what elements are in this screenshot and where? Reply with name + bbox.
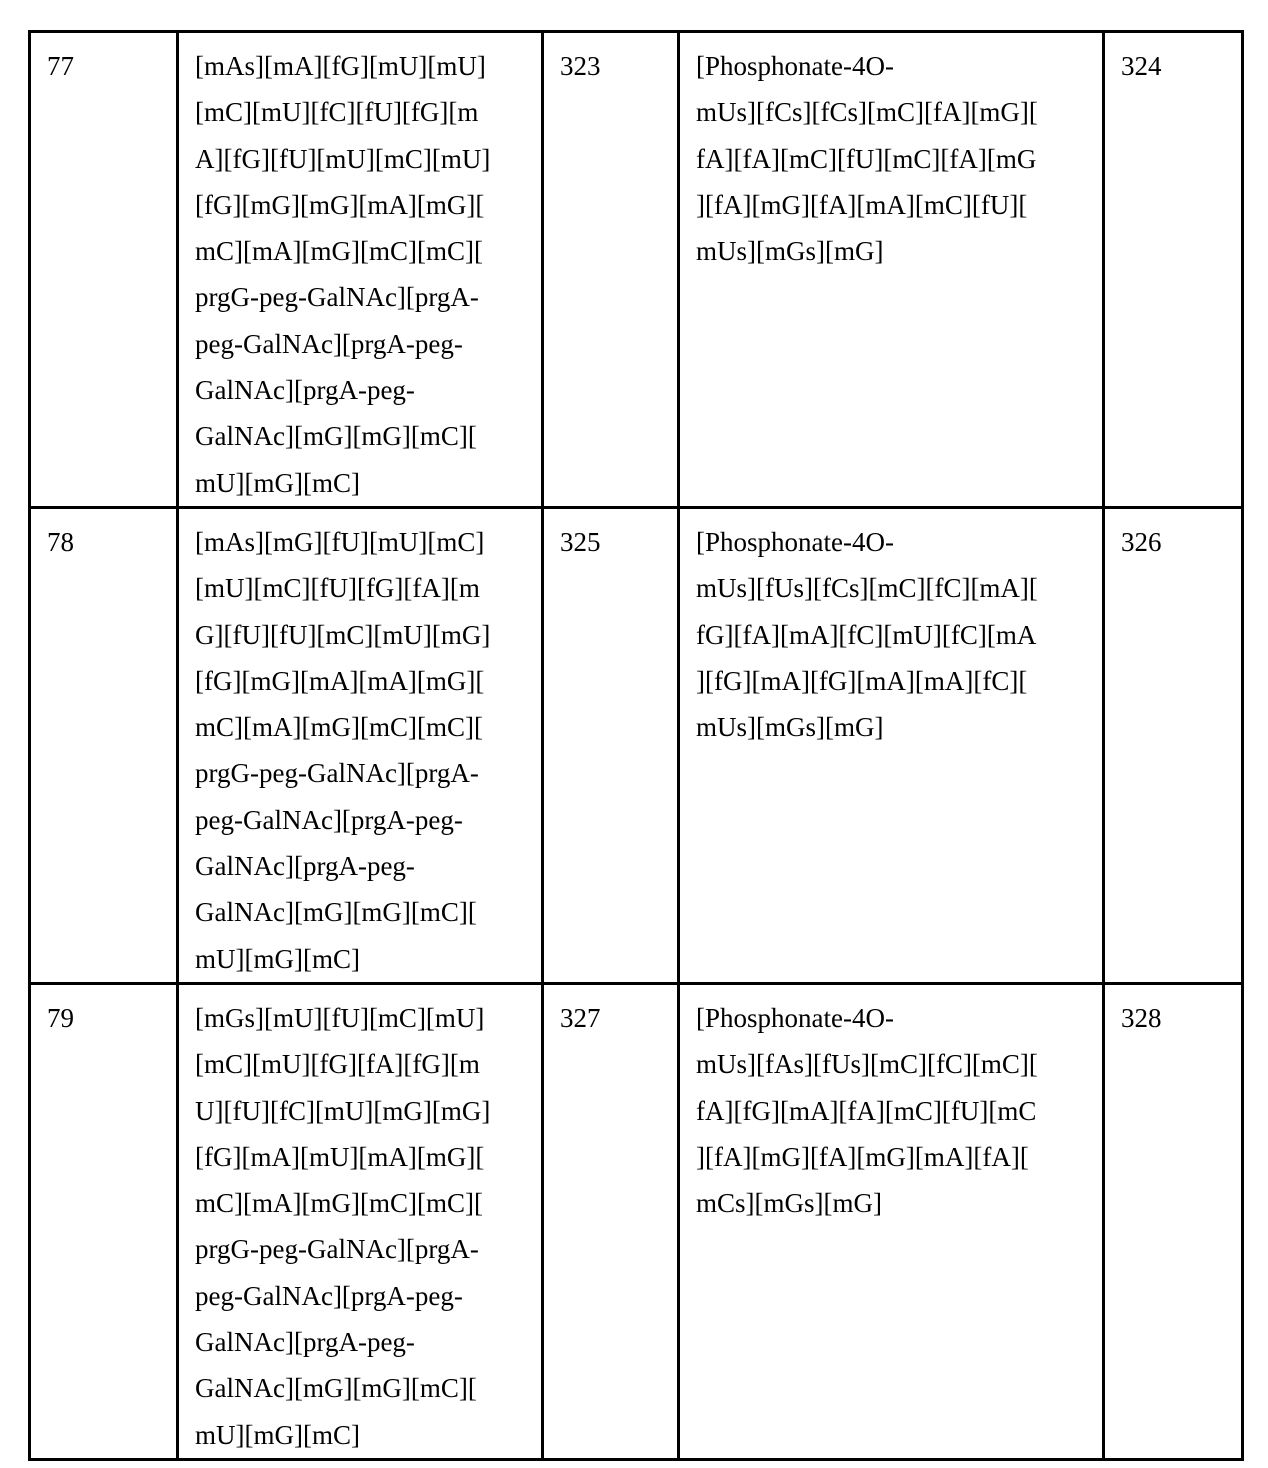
duplex-id: 78 — [30, 507, 178, 983]
antisense-seq-id: 328 — [1104, 983, 1243, 1459]
table-row — [30, 983, 1243, 1459]
sense-sequence: [mGs][mU][fU][mC][mU] [mC][mU][fG][fA][fG][m U][fU][fC][mU][mG][mG] [fG][mA][mU][mA][mG][ mC][mA][mG][mC][mC][ prgG-peg-GalNAc][prgA- peg-GalNAc][prgA-peg- GalNAc][prgA-peg- GalNAc][mG][mG][mC][ mU][mG][mC] — [178, 983, 543, 1459]
duplex-id: 79 — [30, 983, 178, 1459]
table-row — [30, 507, 1243, 983]
antisense-sequence: [Phosphonate-4O- mUs][fUs][fCs][mC][fC][mA][ fG][fA][mA][fC][mU][fC][mA ][fG][mA][fG][mA][mA][fC][ mUs][mGs][mG] — [679, 507, 1104, 983]
sense-seq-id: 327 — [543, 983, 679, 1459]
antisense-sequence: [Phosphonate-4O- mUs][fCs][fCs][mC][fA][mG][ fA][fA][mC][fU][mC][fA][mG ][fA][mG][fA][mA][mC][fU][ mUs][mGs][mG] — [679, 32, 1104, 508]
sense-sequence: [mAs][mG][fU][mU][mC] [mU][mC][fU][fG][fA][m G][fU][fU][mC][mU][mG] [fG][mG][mA][mA][mG][ mC][mA][mG][mC][mC][ prgG-peg-GalNAc][prgA- peg-GalNAc][prgA-peg- GalNAc][prgA-peg- GalNAc][mG][mG][mC][ mU][mG][mC] — [178, 507, 543, 983]
antisense-seq-id: 324 — [1104, 32, 1243, 508]
sequence-table — [28, 30, 1244, 1461]
antisense-sequence: [Phosphonate-4O- mUs][fAs][fUs][mC][fC][mC][ fA][fG][mA][fA][mC][fU][mC ][fA][mG][fA][mG][mA][fA][ mCs][mGs][mG] — [679, 983, 1104, 1459]
sense-sequence: [mAs][mA][fG][mU][mU] [mC][mU][fC][fU][fG][m A][fG][fU][mU][mC][mU] [fG][mG][mG][mA][mG][ mC][mA][mG][mC][mC][ prgG-peg-GalNAc][prgA- peg-GalNAc][prgA-peg- GalNAc][prgA-peg- GalNAc][mG][mG][mC][ mU][mG][mC] — [178, 32, 543, 508]
antisense-seq-id: 326 — [1104, 507, 1243, 983]
duplex-id: 77 — [30, 32, 178, 508]
sense-seq-id: 323 — [543, 32, 679, 508]
sense-seq-id: 325 — [543, 507, 679, 983]
table-row — [30, 32, 1243, 508]
